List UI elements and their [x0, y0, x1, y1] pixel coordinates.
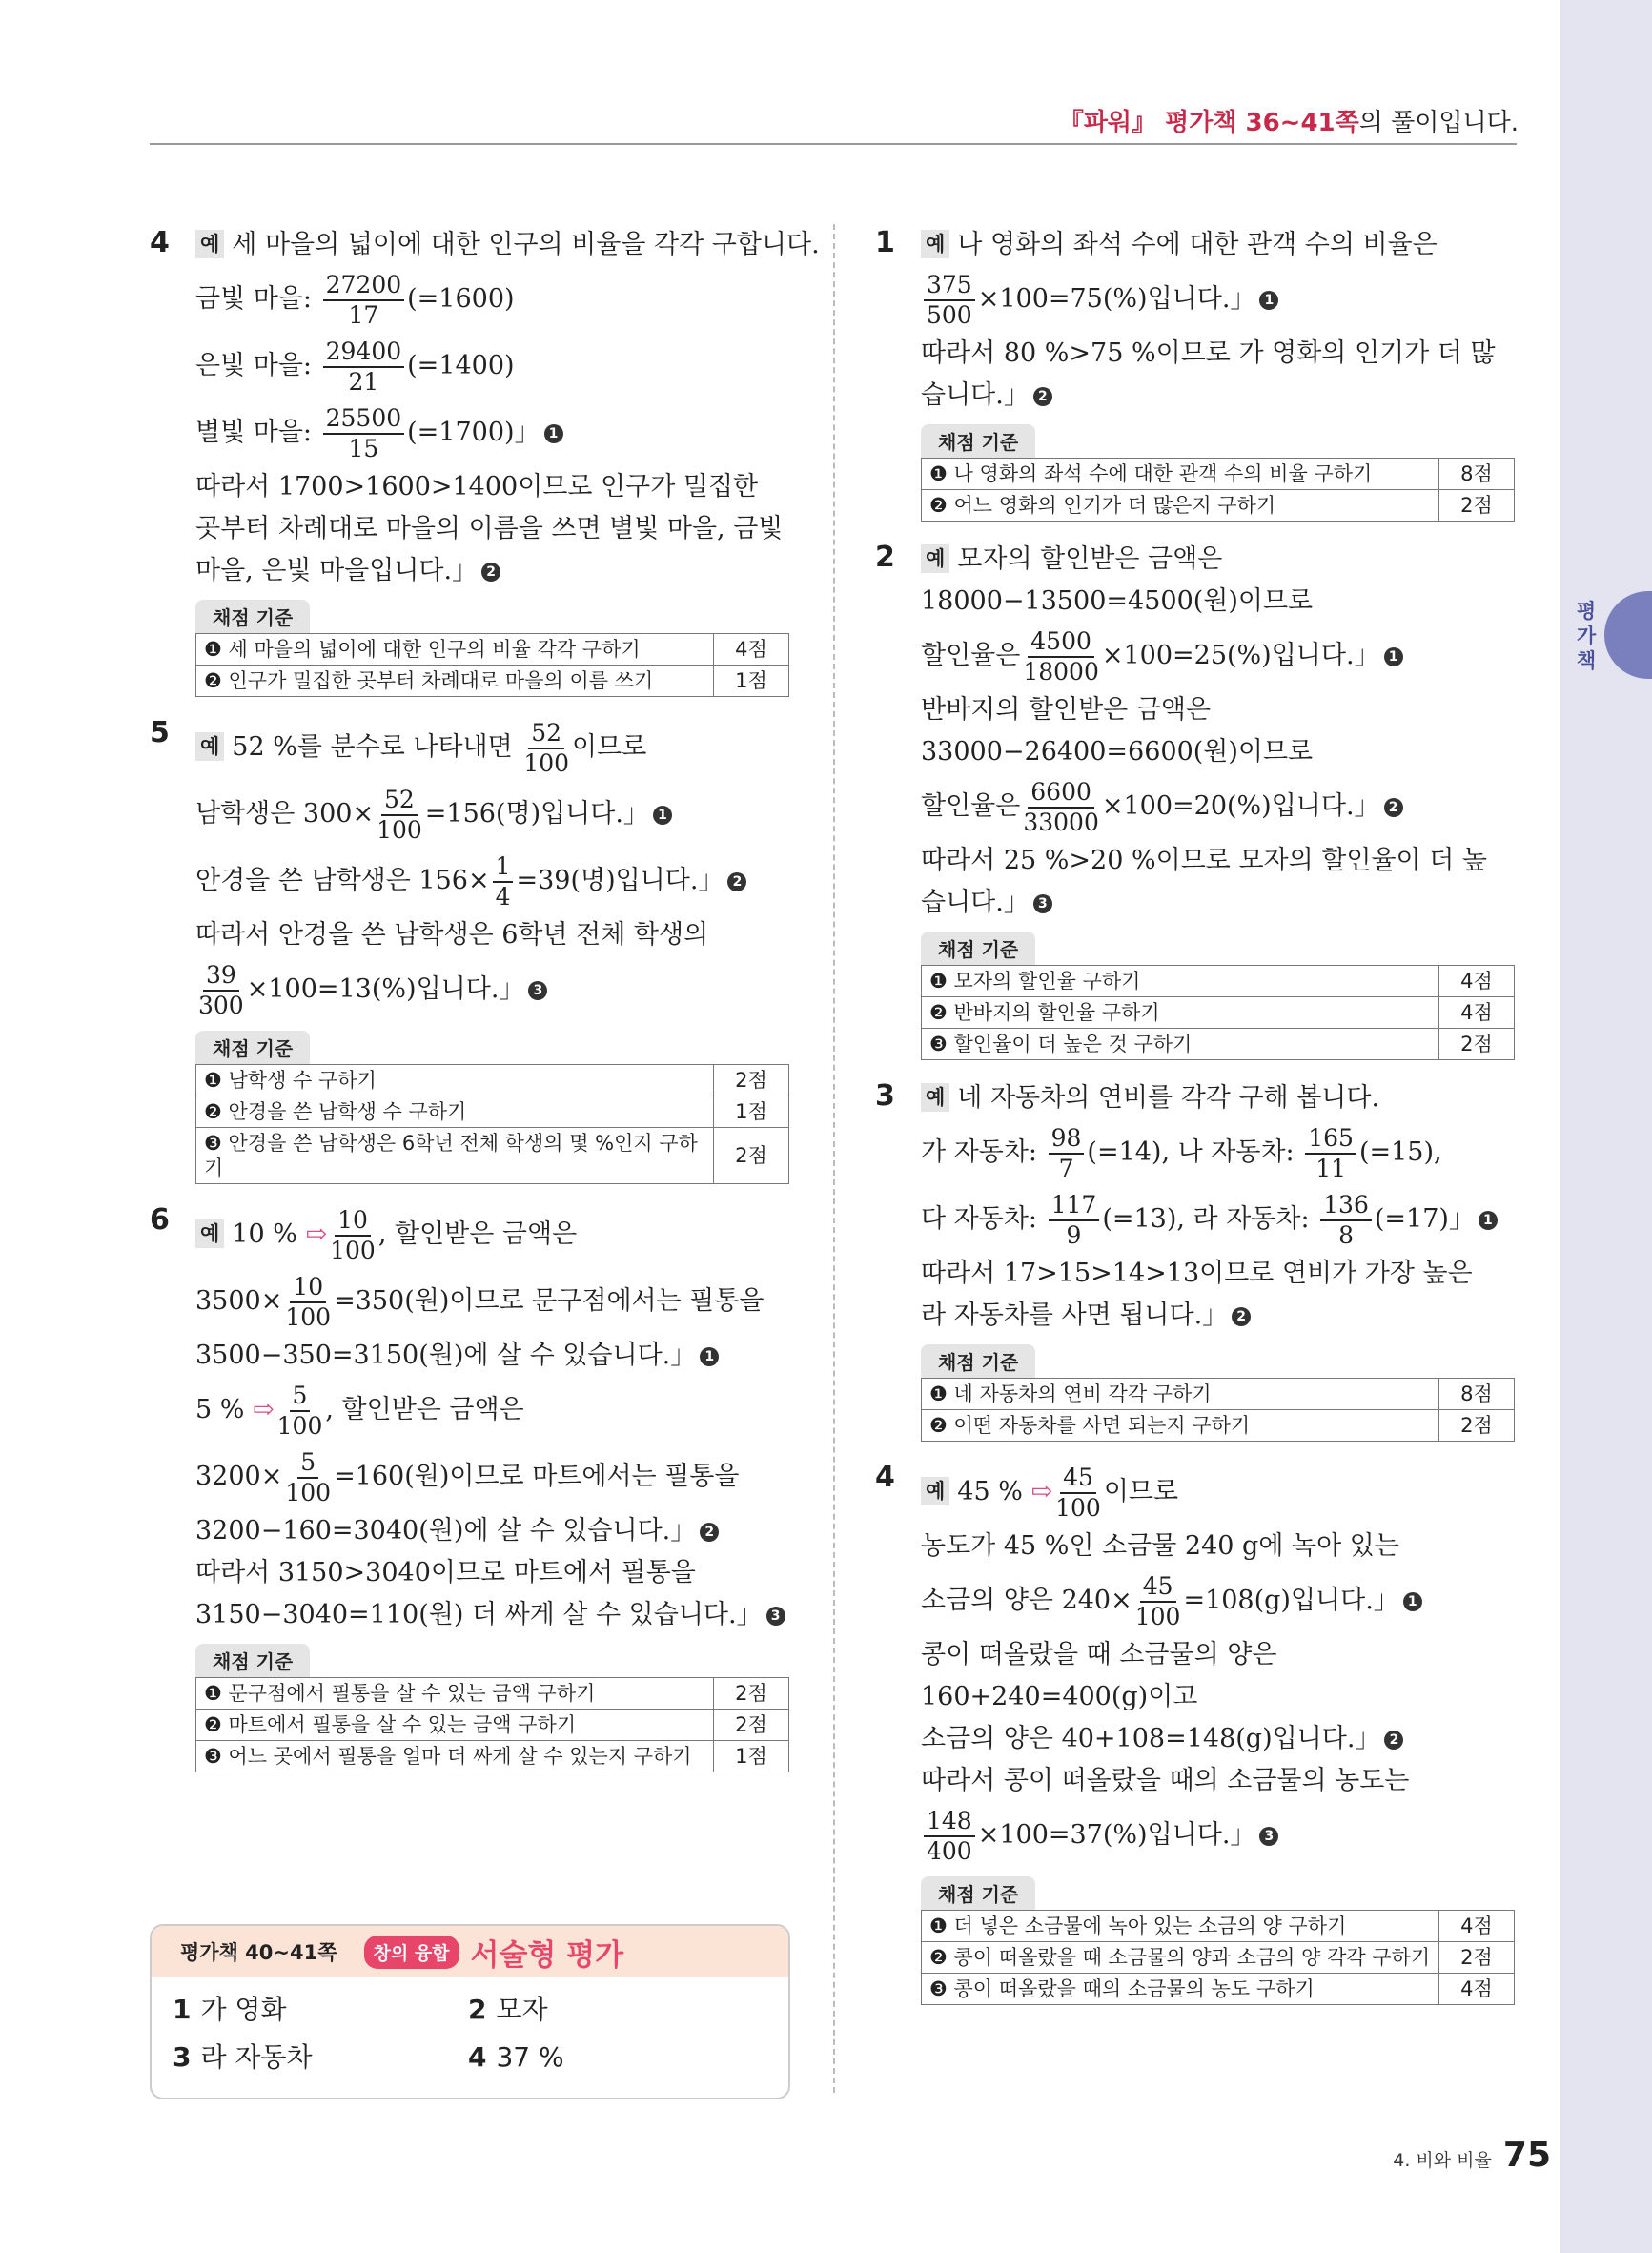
r4-line-7: 따라서 콩이 떠올랐을 때의 소금물의 농도는 [921, 1766, 1410, 1795]
criteria-row: ❶ 나 영화의 좌석 수에 대한 관객 수의 비율 구하기 8점 [922, 459, 1515, 490]
criteria-header: 채점 기준 [921, 1344, 1035, 1378]
r2-line-5: 33000−26400=6600(원)이므로 [921, 737, 1314, 767]
fraction: $\frac{136}{8}$ [1320, 1191, 1372, 1250]
problem-number: 2 [875, 541, 895, 574]
marker-2: 2 [1384, 1731, 1403, 1750]
marker-1: 1 [1479, 1211, 1498, 1230]
criteria-row: ❷ 어떤 자동차를 사면 되는지 구하기 2점 [922, 1410, 1515, 1442]
problem-number: 1 [875, 226, 895, 259]
problem-3-right: 3 예 네 자동차의 연비를 각각 구해 봅니다. 가 자동차: $\frac{98}{7}$ (=14), 나 자동차: $\frac{165}{11}$ (=15), 다 자동차: $\frac{117}{9}$ (=13), 라 자동차: $\frac{136}{8}$ (=17)」 1 따라서 17>15>14>13이므로 연비가 가장 높은 라 자동차를 사면 됩니다.」 2 채점 기준 ❶ 네 자동차의 연비 각각 구하기 8점 ❷ 어떤 자동차를 사면 되는지 구하기 2점 [875, 1077, 1523, 1442]
problem-5-left: 5 예 52 %를 분수로 나타내면 $\frac{52}{100}$ 이므로 남학생은 300× $\frac{52}{100}$ =156(명)입니다.」 1 안경을 쓴 남학생은 156× $\frac{1}{4}$ =39(명)입니다.」 2 따라서 안경을 쓴 남학생은 6학년 전체 학생의 $\frac{39}{300}$ ×100=13(%)입니다.」 3 채점 기준 ❶ 남학생 수 구하기 2점 ❷ 안경을 쓴 남학생 수 구하기 1점 ❸ 안경을 쓴 남학생은 6학년 전체 학생의 몇 %인지 구하기 2점 [150, 714, 798, 1184]
answer-item: 1 가 영화 [173, 1994, 287, 2025]
example-tag: 예 [921, 230, 949, 258]
criteria-header: 채점 기준 [195, 600, 310, 633]
criteria-row: ❷ 반바지의 할인율 구하기 4점 [922, 997, 1515, 1029]
marker-3: 3 [1259, 1827, 1278, 1846]
marker-2: 2 [481, 563, 500, 582]
criteria-row: ❶ 남학생 수 구하기 2점 [196, 1065, 789, 1096]
fraction: $\frac{45}{100}$ [1055, 1463, 1101, 1522]
answer-summary-box [150, 1924, 790, 2099]
page-footer [1393, 2136, 1551, 2175]
example-tag: 예 [195, 1219, 224, 1248]
answer-ref: 평가책 40~41쪽 [180, 1941, 337, 1964]
criteria-row: ❷ 인구가 밀집한 곳부터 차례대로 마을의 이름 쓰기 1점 [196, 666, 789, 697]
problem-1-right: 1 예 나 영화의 좌석 수에 대한 관객 수의 비율은 $\frac{375}{500}$ ×100=75(%)입니다.」 1 따라서 80 %>75 %이므로 가 영화의 인기가 더 많 습니다.」 2 채점 기준 ❶ 나 영화의 좌석 수에 대한 관객 수의 비율 구하기 8점 ❷ 어느 영화의 인기가 더 많은지 구하기 2점 [875, 224, 1523, 522]
answer-grid [152, 1977, 788, 2090]
fraction: $\frac{29400}{21}$ [323, 338, 405, 397]
criteria-row: ❷ 안경을 쓴 남학생 수 구하기 1점 [196, 1096, 789, 1128]
fraction: $\frac{10}{100}$ [330, 1205, 376, 1264]
marker-1: 1 [653, 806, 672, 825]
fraction: $\frac{165}{11}$ [1305, 1124, 1356, 1183]
p4-conc-3: 마을, 은빛 마을입니다.」 [195, 556, 479, 585]
criteria-box [921, 1344, 1523, 1442]
marker-2: 2 [1033, 387, 1052, 406]
row-tail: (=1400) [407, 351, 515, 380]
fraction: $\frac{39}{300}$ [198, 960, 244, 1019]
r4-line-5: 160+240=400(g)이고 [921, 1682, 1198, 1711]
header-book: 『파워』 평가책 36~41쪽 [1058, 109, 1359, 137]
answer-item: 4 37 % [468, 2041, 564, 2073]
criteria-row: ❶ 문구점에서 필통을 살 수 있는 금액 구하기 2점 [196, 1678, 789, 1710]
criteria-box [195, 1644, 798, 1772]
row-label: 금빛 마을: [195, 284, 313, 314]
fraction: $\frac{375}{500}$ [924, 271, 975, 330]
fraction: $\frac{98}{7}$ [1049, 1124, 1085, 1183]
right-column [875, 224, 1523, 2022]
fraction: $\frac{45}{100}$ [1134, 1571, 1181, 1630]
criteria-header: 채점 기준 [195, 1031, 310, 1064]
criteria-table [921, 965, 1515, 1060]
criteria-box [921, 424, 1523, 522]
criteria-row: ❶ 네 자동차의 연비 각각 구하기 8점 [922, 1379, 1515, 1410]
fraction: $\frac{52}{100}$ [377, 785, 422, 844]
row-label: 별빛 마을: [195, 418, 313, 447]
criteria-box [195, 1031, 798, 1184]
criteria-row: ❸ 어느 곳에서 필통을 얼마 더 싸게 살 수 있는지 구하기 1점 [196, 1741, 789, 1772]
fraction: $\frac{148}{400}$ [924, 1807, 975, 1866]
problem-2-right: 2 예 모자의 할인받은 금액은 18000−13500=4500(원)이므로 할인율은 $\frac{4500}{18000}$ ×100=25(%)입니다.」 1 반바지의 할인받은 금액은 33000−26400=6600(원)이므로 할인율은 $\frac{6600}{33000}$ ×100=20(%)입니다.」 2 따라서 25 %>20 %이므로 모자의 할인율이 더 높 습니다.」 3 채점 기준 ❶ 모자의 할인율 구하기 4점 ❷ 반바지의 할인율 구하기 4점 ❸ 할인율이 더 높은 것 구하기 2점 [875, 539, 1523, 1060]
example-tag: 예 [195, 230, 224, 258]
marker-1: 1 [544, 424, 563, 443]
criteria-header: 채점 기준 [921, 424, 1035, 458]
r2-line-4: 반바지의 할인받은 금액은 [921, 695, 1212, 725]
marker-2: 2 [700, 1523, 719, 1542]
p6-line-7: 따라서 3150>3040이므로 마트에서 필통을 [195, 1558, 696, 1587]
marker-3: 3 [766, 1607, 785, 1626]
example-tag: 예 [921, 1477, 949, 1505]
r3-line-4: 따라서 17>15>14>13이므로 연비가 가장 높은 [921, 1259, 1473, 1288]
example-tag: 예 [195, 732, 224, 761]
r4-line-2: 농도가 45 %인 소금물 240 g에 녹아 있는 [921, 1531, 1399, 1561]
p4-conc-1: 따라서 1700>1600>1400이므로 인구가 밀집한 [195, 472, 759, 502]
marker-1: 1 [1259, 291, 1278, 310]
criteria-row: ❷ 콩이 떠올랐을 때 소금물의 양과 소금의 양 각각 구하기 2점 [922, 1942, 1515, 1974]
criteria-table [195, 1064, 789, 1184]
header-suffix: 의 풀이입니다. [1358, 109, 1519, 137]
criteria-box [195, 600, 798, 697]
arrow-icon: ⇨ [253, 1395, 275, 1424]
answer-badge: 창의 융합 [364, 1936, 459, 1969]
chapter-label: 4. 비와 비율 [1393, 2150, 1492, 2171]
problem-4-right: 4 예 45 % ⇨ $\frac{45}{100}$ 이므로 농도가 45 %인 소금물 240 g에 녹아 있는 소금의 양은 240× $\frac{45}{100}$ =108(g)입니다.」 1 콩이 떠올랐을 때 소금물의 양은 160+240=400(g)이고 소금의 양은 40+108=148(g)입니다.」 2 따라서 콩이 떠올랐을 때의 소금물의 농도는 $\frac{148}{400}$ ×100=37(%)입니다.」 3 채점 기준 ❶ 더 넣은 소금물에 녹아 있는 소금의 양 구하기 4점 ❷ 콩이 떠올랐을 때 소금물의 양과 소금의 양 각각 구하기 2점 ❸ 콩이 떠올랐을 때의 소금물의 농도 구하기 4점 [875, 1459, 1523, 2005]
criteria-row: ❶ 세 마을의 넓이에 대한 인구의 비율 각각 구하기 4점 [196, 634, 789, 666]
criteria-row: ❷ 어느 영화의 인기가 더 많은지 구하기 2점 [922, 490, 1515, 522]
criteria-row: ❶ 모자의 할인율 구하기 4점 [922, 966, 1515, 997]
criteria-row: ❸ 할인율이 더 높은 것 구하기 2점 [922, 1029, 1515, 1060]
page-header [1059, 103, 1519, 138]
problem-number: 5 [150, 716, 170, 749]
problem-6-left: 6 예 10 % ⇨ $\frac{10}{100}$ , 할인받은 금액은 3500× $\frac{10}{100}$ =350(원)이므로 문구점에서는 필통을 3500−350=3150(원)에 살 수 있습니다.」 1 5 % ⇨ $\frac{5}{100}$ , 할인받은 금액은 3200× $\frac{5}{100}$ =160(원)이므로 마트에서는 필통을 3200−160=3040(원)에 살 수 있습니다.」 2 따라서 3150>3040이므로 마트에서 필통을 3150−3040=110(원) 더 싸게 살 수 있습니다.」 3 채점 기준 ❶ 문구점에서 필통을 살 수 있는 금액 구하기 2점 ❷ 마트에서 필통을 살 수 있는 금액 구하기 2점 ❸ 어느 곳에서 필통을 얼마 더 싸게 살 수 있는지 구하기 1점 [150, 1201, 798, 1772]
row-tail: (=1700)」 [407, 418, 540, 447]
criteria-header: 채점 기준 [195, 1644, 310, 1677]
column-divider [833, 224, 835, 2093]
p4-intro: 세 마을의 넓이에 대한 인구의 비율을 각각 구합니다. [232, 230, 820, 259]
fraction: $\frac{25500}{15}$ [323, 404, 405, 463]
fraction: $\frac{5}{100}$ [276, 1381, 323, 1440]
answer-summary-header [152, 1926, 788, 1977]
fraction: $\frac{52}{100}$ [523, 718, 570, 777]
criteria-row: ❷ 마트에서 필통을 살 수 있는 금액 구하기 2점 [196, 1710, 789, 1741]
criteria-box [921, 1876, 1523, 2005]
marker-3: 3 [528, 981, 547, 1000]
marker-2: 2 [1384, 798, 1403, 817]
side-band [1560, 0, 1652, 2253]
problem-number: 4 [150, 226, 170, 259]
p5-line-4: 따라서 안경을 쓴 남학생은 6학년 전체 학생의 [195, 920, 709, 950]
fraction: $\frac{10}{100}$ [285, 1272, 332, 1331]
fraction: $\frac{1}{4}$ [493, 852, 514, 911]
criteria-table [921, 1910, 1515, 2005]
criteria-box [921, 932, 1523, 1060]
criteria-row: ❸ 안경을 쓴 남학생은 6학년 전체 학생의 몇 %인지 구하기 2점 [196, 1128, 789, 1184]
fraction: $\frac{6600}{33000}$ [1023, 777, 1099, 836]
criteria-header: 채점 기준 [921, 1876, 1035, 1910]
criteria-table [921, 1378, 1515, 1442]
example-tag: 예 [921, 1083, 949, 1112]
fraction: $\frac{4500}{18000}$ [1023, 626, 1099, 686]
page-number: 75 [1502, 2136, 1551, 2175]
criteria-row: ❶ 더 넣은 소금물에 녹아 있는 소금의 양 구하기 4점 [922, 1911, 1515, 1942]
criteria-table [921, 458, 1515, 522]
marker-3: 3 [1033, 894, 1052, 913]
marker-2: 2 [1232, 1307, 1251, 1326]
problem-4-left [150, 224, 820, 697]
problem-number: 4 [875, 1461, 895, 1494]
arrow-icon: ⇨ [1030, 1477, 1053, 1506]
arrow-icon: ⇨ [305, 1219, 328, 1249]
answer-item: 3 라 자동차 [173, 2041, 313, 2073]
r2-line-2: 18000−13500=4500(원)이므로 [921, 586, 1314, 616]
fraction: $\frac{27200}{17}$ [323, 271, 405, 330]
r1-line-3: 따라서 80 %>75 %이므로 가 영화의 인기가 더 많 [921, 338, 1496, 368]
side-tab-label: 평가책 [1576, 600, 1597, 672]
answer-title: 서술형 평가 [470, 1937, 624, 1973]
problem-number: 6 [150, 1203, 170, 1237]
problem-number: 3 [875, 1079, 895, 1113]
p4-conc-2: 곳부터 차례대로 마을의 이름을 쓰면 별빛 마을, 금빛 [195, 514, 784, 543]
fraction: $\frac{5}{100}$ [285, 1447, 332, 1506]
criteria-header: 채점 기준 [921, 932, 1035, 965]
marker-2: 2 [727, 872, 746, 891]
row-label: 은빛 마을: [195, 351, 313, 380]
r4-line-4: 콩이 떠올랐을 때 소금물의 양은 [921, 1640, 1277, 1669]
criteria-row: ❸ 콩이 떠올랐을 때의 소금물의 농도 구하기 4점 [922, 1974, 1515, 2005]
header-rule [150, 143, 1517, 145]
example-tag: 예 [921, 544, 949, 573]
criteria-table [195, 633, 789, 697]
row-tail: (=1600) [407, 284, 515, 314]
answer-item: 2 모자 [468, 1994, 548, 2025]
criteria-table [195, 1677, 789, 1772]
marker-1: 1 [1384, 647, 1403, 666]
fraction: $\frac{117}{9}$ [1049, 1191, 1100, 1250]
marker-1: 1 [700, 1347, 719, 1366]
r2-line-7: 따라서 25 %>20 %이므로 모자의 할인율이 더 높 [921, 846, 1487, 875]
marker-1: 1 [1403, 1592, 1422, 1611]
left-column [150, 224, 820, 1790]
